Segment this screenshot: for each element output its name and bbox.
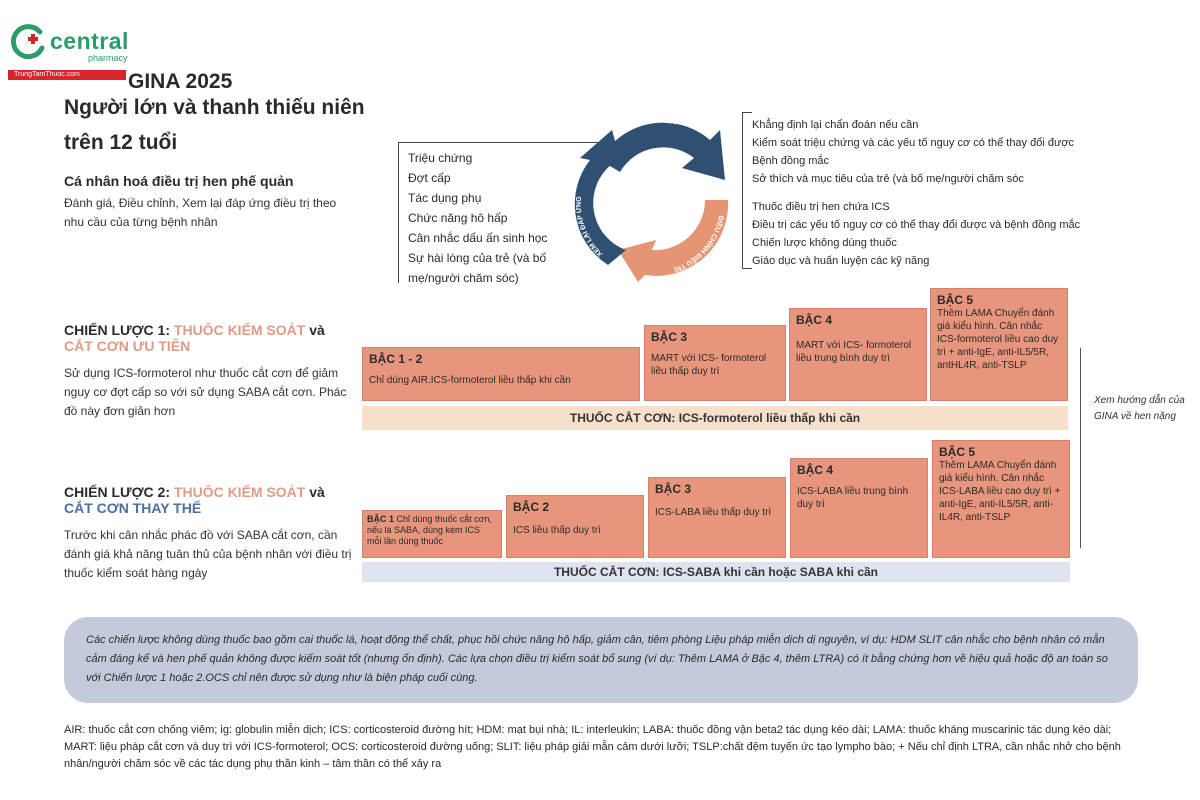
gina-title: GINA 2025 bbox=[128, 70, 233, 93]
cycle-diagram bbox=[560, 100, 750, 290]
assess-list bbox=[752, 116, 1132, 188]
step-text: ICS-LABA liều trung bình duy trì bbox=[797, 486, 909, 510]
strategy2-accent1: THUỐC KIỂM SOÁT bbox=[173, 484, 306, 500]
non-pharma-note: Các chiến lược không dùng thuốc bao gồm cai thuốc lá, hoạt động thể chất, phục hồi chức năng hô hấp, giảm cân, tiêm phòng Liệu pháp miễn dịch dị nguyên, ví dụ: HDM SLIT cân nhắc cho bệnh nhân có mẫn cảm đáng kể và hen phế quản không được kiểm soát tốt (nhưng ổn định). Các lựa chọn điều trị kiểm soát bổ sung (ví dụ: Thêm LAMA ở Bậc 4, thêm LTRA) có ít bằng chứng hơn về hiệu quả hoặc độ an toàn so với Chiến lược 1 hoặc 2.OCS chỉ nên được sử dụng như là biện pháp cuối cùng. bbox=[64, 617, 1138, 703]
strategy2-reliever: THUỐC CẮT CƠN: ICS-SABA khi cần hoặc SABA khi cần bbox=[362, 562, 1070, 582]
step-text: Chỉ dùng AIR.ICS-formoterol liều thấp khi cần bbox=[369, 375, 571, 386]
strategy2-step-2 bbox=[506, 495, 644, 558]
step-label: BẬC 2 bbox=[513, 500, 550, 514]
logo-name: central bbox=[50, 28, 129, 54]
strategy2-title bbox=[64, 484, 354, 516]
strategy1-step-1 bbox=[362, 347, 640, 401]
personalize-heading: Cá nhân hoá điều trị hen phế quản bbox=[64, 173, 294, 189]
step-text: Thêm LAMA Chuyển đánh giá kiểu hình. Cân nhắc ICS-formoterol liều cao duy trì + anti-IgE, anti-IL5/5R, antHL4R, anti-TSLP bbox=[937, 308, 1059, 371]
abbreviations-footer: AIR: thuốc cắt cơn chống viêm; ig: globulin miễn dịch; ICS: corticosteroid đường hít; HDM: mạt bụi nhà; IL: interleukin; LABA: thuốc đồng vận beta2 tác dụng kéo dài; LAMA: thuốc kháng muscarinic tác dụng kéo dài; MART: liệu pháp cắt cơn và duy trì với ICS-formoterol; OCS: corticosteroid đường uống; SLIT: liệu pháp giải mẫn cảm dưới lưỡi; TSLP:chất đệm tuyến ức tạo lympho bào; + Nếu chỉ định LTRA, cần nhắc nhở cho bệnh nhân/người chăm sóc về các tác dụng phụ thần kinh – tâm thần có thể xảy ra bbox=[64, 724, 1121, 770]
logo-banner: TrungTamThuoc.com bbox=[8, 70, 126, 80]
strategy2-step-5 bbox=[932, 440, 1070, 558]
assess-bracket bbox=[742, 113, 751, 268]
step-label: BẬC 3 bbox=[651, 330, 688, 344]
strategy2-step-3 bbox=[648, 477, 786, 558]
adjust-item: Thuốc điều trị hen chứa ICS bbox=[752, 201, 890, 213]
review-item: Đợt cấp bbox=[408, 171, 451, 185]
step-label: BẬC 3 bbox=[655, 482, 692, 496]
logo-icon bbox=[8, 22, 48, 62]
strategy1-prefix: CHIẾN LƯỢC 1: bbox=[64, 322, 174, 338]
step-label: BẬC 5 bbox=[939, 445, 976, 459]
strategy2-step-1 bbox=[362, 510, 502, 558]
step-text: ICS liều thấp duy trì bbox=[513, 525, 601, 536]
review-item: Cân nhắc dấu ấn sinh học bbox=[408, 231, 548, 245]
assess-label: ĐÁNH GIÁ bbox=[634, 115, 677, 129]
strategy1-title bbox=[64, 322, 354, 354]
adjust-list bbox=[752, 198, 1132, 270]
strategy1-step-5 bbox=[930, 288, 1068, 401]
step-label: BẬC 1 bbox=[367, 514, 395, 524]
strategy1-desc: Sử dụng ICS-formoterol như thuốc cắt cơn để giảm nguy cơ đợt cấp so với sử dụng SABA cắt cơn. Phác đồ này đơn giản hơn bbox=[64, 366, 347, 418]
review-item: Triệu chứng bbox=[408, 151, 473, 165]
strategy1-accent1: THUỐC KIỂM SOÁT bbox=[173, 322, 306, 338]
strategy1-step-3 bbox=[644, 325, 786, 401]
assess-item: Khẳng định lại chẩn đoán nếu cần bbox=[752, 119, 919, 131]
step-text bbox=[367, 514, 497, 547]
step-label: BẬC 4 bbox=[796, 313, 833, 327]
review-item: Tác dụng phụ bbox=[408, 191, 482, 205]
step-label: BẬC 1 - 2 bbox=[369, 352, 423, 366]
severe-bracket bbox=[1072, 348, 1081, 548]
severe-asthma-note: Xem hướng dẫn của GINA về hen nặng bbox=[1094, 395, 1185, 422]
assess-arrow bbox=[600, 123, 725, 180]
review-item: Sự hài lòng của trẻ (và bố mẹ/người chăm sóc) bbox=[408, 251, 547, 285]
strategy1-step-4 bbox=[789, 308, 927, 401]
step-text: Thêm LAMA Chuyển đánh giá kiểu hình. Cân nhắc ICS-LABA liều cao duy trì + anti-IgE, anti-IL5/5R, anti-IL4R, anti-TSLP bbox=[939, 460, 1061, 523]
review-list bbox=[408, 148, 578, 288]
page-title-line1: Người lớn và thanh thiếu niên bbox=[64, 96, 365, 119]
page-title-line2: trên 12 tuổi bbox=[64, 131, 178, 154]
review-label: XEM LẠI ĐÁP ỨNG bbox=[575, 196, 605, 258]
assess-item: Kiểm soát triệu chứng và các yếu tố nguy cơ có thể thay đổi được bbox=[752, 137, 1075, 149]
review-bracket bbox=[398, 143, 407, 283]
strategy1-reliever: THUỐC CẮT CƠN: ICS-formoterol liều thấp khi cần bbox=[362, 406, 1068, 430]
step-label: BẬC 5 bbox=[937, 293, 974, 307]
assess-item: Bệnh đồng mắc bbox=[752, 155, 830, 167]
assess-bracket-bottom bbox=[742, 268, 752, 269]
assess-item: Sở thích và mục tiêu của trẻ (và bố mẹ/người chăm sóc bbox=[752, 173, 1024, 185]
step-text: ICS-LABA liều thấp duy trì bbox=[655, 507, 772, 518]
step-desc: Chỉ dùng thuốc cắt cơn, nếu là SABA, dùng kèm ICS mỗi lần dùng thuốc bbox=[367, 514, 492, 546]
adjust-item: Chiến lược không dùng thuốc bbox=[752, 237, 897, 249]
strategy2-desc: Trước khi cân nhắc phác đồ với SABA cắt cơn, cần đánh giá khả năng tuân thủ của bệnh nhân với điều trị thuốc kiểm soát hàng ngày bbox=[64, 528, 352, 580]
review-item: Chức năng hô hấp bbox=[408, 211, 508, 225]
strategy2-accent2: CẮT CƠN THAY THẾ bbox=[64, 500, 202, 516]
strategy2-step-4 bbox=[790, 458, 928, 558]
adjust-label: ĐIỀU CHỈNH ĐIỀU TRỊ bbox=[673, 214, 725, 273]
strategy1-suffix: và bbox=[305, 322, 325, 338]
personalize-desc: Đánh giá, Điều chỉnh, Xem lại đáp ứng điều trị theo nhu cầu của từng bệnh nhân bbox=[64, 196, 337, 229]
strategy1-accent2: CẮT CƠN ƯU TIÊN bbox=[64, 338, 191, 354]
review-bracket-top bbox=[398, 142, 598, 143]
strategy2-suffix: và bbox=[305, 484, 325, 500]
adjust-item: Giáo dục và huấn luyện các kỹ năng bbox=[752, 255, 930, 267]
strategy2-prefix: CHIẾN LƯỢC 2: bbox=[64, 484, 174, 500]
step-label: BẬC 4 bbox=[797, 463, 834, 477]
step-text: MART với ICS- formoterol liều thấp duy trì bbox=[651, 353, 767, 377]
logo-subtitle: pharmacy bbox=[88, 53, 128, 63]
step-text: MART với ICS- formoterol liều trung bình duy trì bbox=[796, 340, 912, 364]
adjust-item: Điều trị các yếu tố nguy cơ có thể thay đổi được và bệnh đồng mắc bbox=[752, 219, 1081, 231]
